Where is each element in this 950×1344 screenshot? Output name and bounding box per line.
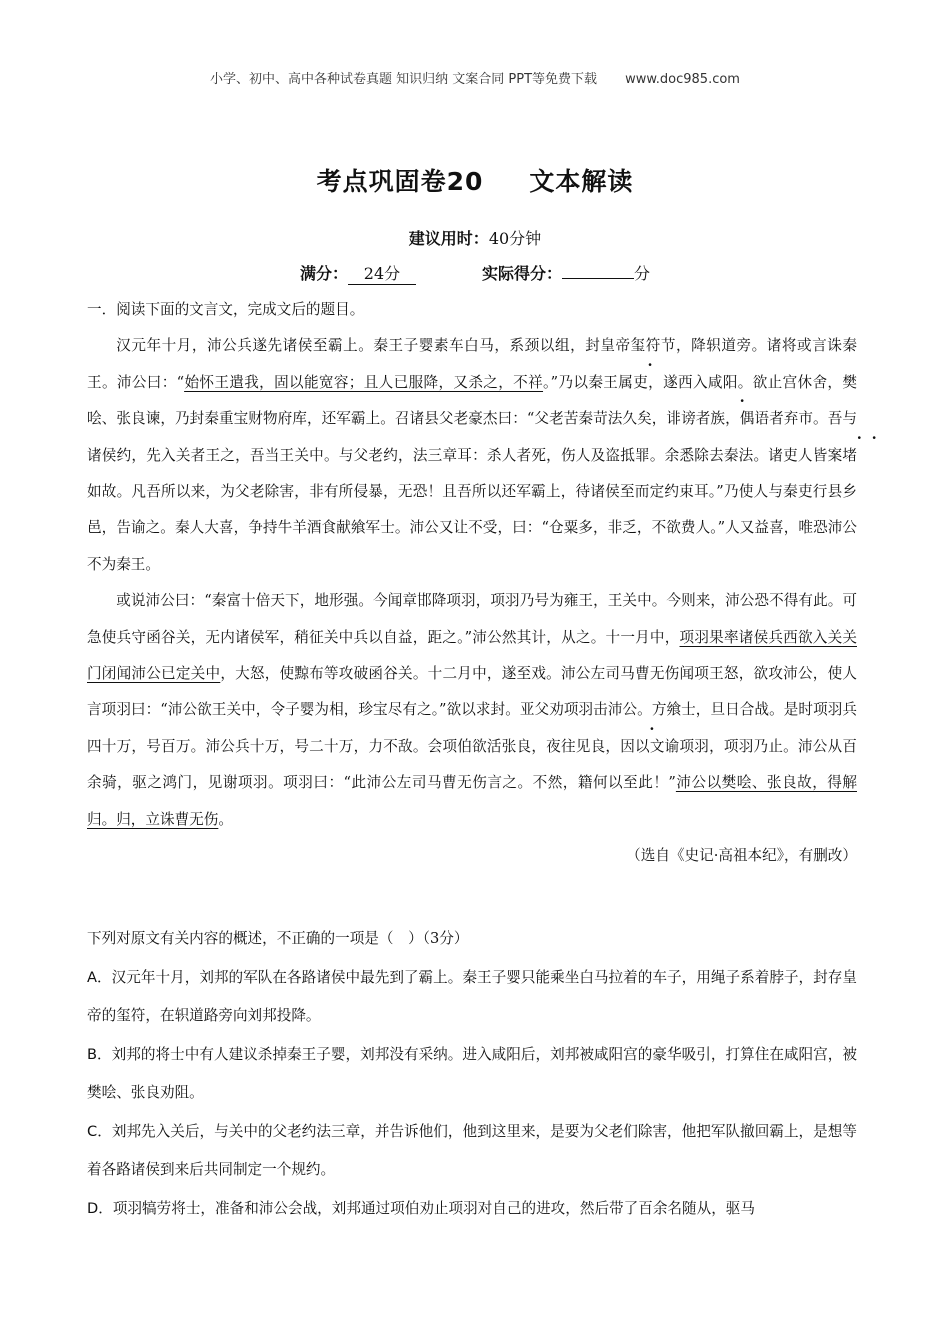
header-site-link[interactable]: www.doc985.com [625, 72, 740, 87]
actual-score-unit: 分 [634, 264, 651, 283]
full-score-value: 24分 [348, 261, 416, 285]
page-title [0, 162, 950, 198]
passage-paragraph-1: 汉元年十月，沛公兵遂先诸侯至霸上。秦王子婴素车白马，系颈以组，封皇帝玺符节，降轵道旁。诸将或言诛秦王。沛公曰：“始怀王遣我，固以能宽容；且人已服降，又杀之，不祥。”乃以秦王属吏，遂西入咸阳。欲止宫休舍，樊哙、张良谏，乃封秦重宝财物府库，还军霸上。召诸县父老豪杰曰：“父老苦秦苛法久矣，诽谤者族，偶语者弃市。吾与诸侯约，先入关者王之，吾当王关中。与父老约，法三章耳：杀人者死，伤人及盗抵罪。余悉除去秦法。诸吏人皆案堵如故。凡吾所以来，为父老除害，非有所侵暴，无恐！且吾所以还军霸上，待诸侯至而定约束耳。”乃使人与秦吏行县乡邑，告谕之。秦人大喜，争持牛羊酒食献飨军士。沛公又让不受，曰：“仓粟多，非乏，不欲费人。”人又益喜，唯恐沛公不为秦王。 [87, 337, 857, 573]
option-a[interactable]: A．汉元年十月，刘邦的军队在各路诸侯中最先到了霸上。秦王子婴只能乘坐白马拉着的车子，用绳子系着脖子，封存皇帝的玺符，在轵道路旁向刘邦投降。 [87, 968, 857, 1024]
question-block [87, 920, 857, 1228]
option-c[interactable]: C．刘邦先入关后，与关中的父老约法三章，并告诉他们，他到这里来，是要为父老们除害，他把军队撤回霸上，是想等着各路诸侯到来后共同制定一个规约。 [87, 1122, 857, 1178]
underlined-sentence-3: 沛公以樊哙、张良故，得解归。归，立诛曹无伤 [87, 774, 857, 828]
title-right: 文本解读 [529, 167, 634, 196]
dotted-char: 族 [710, 410, 726, 428]
time-label: 建议用时： [408, 229, 489, 248]
passage-paragraph-2: 或说沛公曰：“秦富十倍天下，地形强。今闻章邯降项羽，项羽乃号为雍王，王关中。今则来，沛公恐不得有此。可急使兵守函谷关，无内诸侯军，稍征关中兵以自益，距之。”沛公然其计，从之。十一月中，项羽果率诸侯兵西欲入关关门闭闻沛公已定关中，大怒，使黥布等攻破函谷关。十二月中，遂至戏。沛公左司马曹无伤闻项王怒，欲攻沛公，使人言项羽曰：“沛公欲王关中，令子婴为相，珍宝尽有之。”欲以求封。亚父劝项羽击沛公。方飨士，旦日合战。是时项羽兵四十万，号百万。沛公兵十万，号二十万，力不敌。会项伯欲活张良，夜往见良，因以文谕项羽，项羽乃止。沛公从百余骑，驱之鸿门，见谢项羽。项羽曰：“此沛公左司马曹无伤言之。不然，籍何以至此！”沛公以樊哙、张良故，得解归。归，立诛曹无伤。 [87, 592, 857, 828]
page-header [0, 68, 950, 87]
reading-passage [87, 292, 857, 875]
time-value: 40分钟 [488, 229, 542, 248]
dotted-char: 因 [620, 737, 636, 755]
actual-score-label: 实际得分： [481, 264, 562, 283]
option-d[interactable]: D．项羽犒劳将士，准备和沛公会战，刘邦通过项伯劝止项羽对自己的进攻，然后带了百余名随从，驱马 [87, 1199, 755, 1217]
dotted-char: 案 [827, 446, 843, 464]
header-banner: 小学、初中、高中各种试卷真题 知识归纳 文案合同 PPT等免费下载 [210, 72, 598, 87]
underlined-sentence-1: 始怀王遣我，固以能宽容；且人已服降，又杀之，不祥 [184, 373, 544, 391]
dotted-char: 属 [618, 373, 634, 391]
option-b[interactable]: B．刘邦的将士中有人建议杀掉秦王子婴，刘邦没有采纳。进入咸阳后，刘邦被咸阳宫的豪华吸引，打算住在咸阳宫，被樊哙、张良劝阻。 [87, 1045, 857, 1101]
title-left: 考点巩固卷20 [316, 167, 484, 196]
passage-source: （选自《史记·高祖本纪》，有删改） [626, 847, 857, 865]
section-heading: 一．阅读下面的文言文，完成文后的题目。 [87, 301, 365, 318]
full-score-label: 满分： [299, 264, 348, 283]
dotted-char: 堵 [842, 446, 857, 464]
underlined-sentence-2: 项羽果率诸侯兵西欲入关关门闭闻沛公已定关中 [87, 628, 857, 683]
score-line [0, 261, 950, 285]
suggested-time [0, 226, 950, 249]
actual-score-blank[interactable] [562, 278, 634, 279]
question-stem: 下列对原文有关内容的概述，不正确的一项是（ ）（3分） [87, 930, 469, 947]
